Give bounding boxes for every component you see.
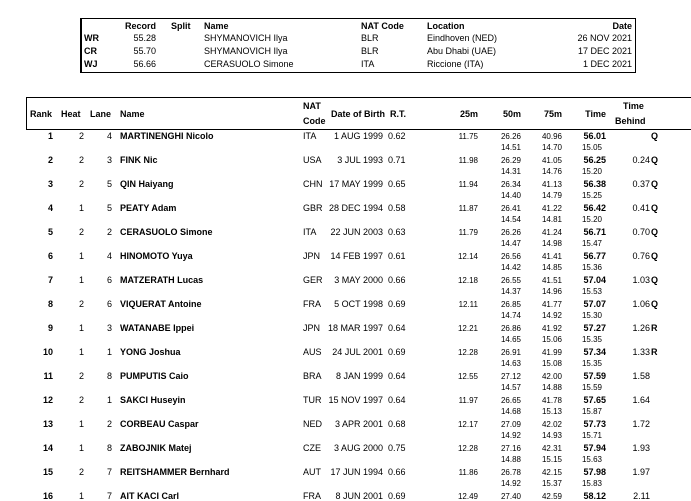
split-25m: 12.28: [457, 348, 478, 357]
record-name: SHYMANOVICH Ilya: [204, 33, 288, 43]
split-25m: 11.75: [458, 132, 478, 141]
qualification-mark: Q: [651, 203, 659, 213]
final-time: 56.25: [583, 155, 606, 165]
lap-split-final: 15.53: [581, 287, 602, 296]
rec-header-split: Split: [171, 21, 191, 31]
final-time: 57.65: [583, 395, 606, 405]
heat: 1: [78, 491, 84, 501]
split-25m: 11.87: [458, 204, 478, 213]
lane: 4: [106, 131, 112, 141]
lane: 7: [106, 467, 112, 477]
heat: 2: [78, 467, 84, 477]
split-25m: 12.21: [457, 324, 478, 333]
final-time: 57.04: [583, 275, 606, 285]
rank: 13: [42, 419, 53, 429]
col-behind-2: Behind: [615, 116, 646, 126]
lane: 6: [106, 275, 112, 285]
lap-split-75m: 14.85: [541, 263, 562, 272]
lane: 5: [106, 179, 112, 189]
rec-header-date: Date: [612, 21, 632, 31]
split-50m: 27.16: [500, 444, 521, 453]
reaction-time: 0.69: [388, 347, 406, 357]
heat: 1: [78, 419, 84, 429]
lane: 3: [106, 155, 112, 165]
time-behind: 1.97: [632, 467, 650, 477]
nat-code: ITA: [303, 227, 317, 237]
lap-split-50m: 14.57: [500, 383, 521, 392]
lap-split-50m: 14.92: [500, 431, 521, 440]
lap-split-75m: 15.37: [541, 479, 562, 488]
split-50m: 26.65: [500, 396, 521, 405]
record-location: Riccione (ITA): [427, 59, 484, 69]
lap-split-50m: 14.51: [500, 143, 521, 152]
lap-split-final: 15.83: [581, 479, 602, 488]
swimmer-name: YONG Joshua: [120, 347, 181, 357]
split-75m: 41.13: [541, 180, 562, 189]
rank: 14: [42, 443, 53, 453]
heat: 1: [78, 323, 84, 333]
reaction-time: 0.62: [388, 131, 406, 141]
reaction-time: 0.64: [388, 395, 406, 405]
lap-split-50m: 14.40: [500, 191, 521, 200]
nat-code: CZE: [303, 443, 321, 453]
qualification-mark: Q: [651, 227, 659, 237]
reaction-time: 0.66: [388, 467, 406, 477]
lap-split-50m: 14.68: [500, 407, 521, 416]
heat: 2: [78, 395, 84, 405]
split-75m: 41.92: [541, 324, 562, 333]
split-50m: 26.85: [500, 300, 521, 309]
swimmer-name: MATZERATH Lucas: [120, 275, 204, 285]
lap-split-final: 15.35: [581, 359, 602, 368]
date-of-birth: 24 JUL 2001: [332, 347, 383, 357]
lane: 2: [106, 227, 112, 237]
qualification-mark: R: [651, 347, 658, 357]
split-25m: 11.94: [458, 180, 478, 189]
rank: 6: [47, 251, 53, 261]
nat-code: FRA: [303, 491, 321, 501]
lap-split-final: 15.30: [581, 311, 602, 320]
time-behind: 1.93: [632, 443, 650, 453]
time-behind: 0.76: [632, 251, 650, 261]
time-behind: 0.24: [632, 155, 650, 165]
heat: 2: [78, 371, 84, 381]
lane: 1: [106, 347, 112, 357]
nat-code: NED: [303, 419, 323, 429]
lap-split-final: 15.20: [581, 167, 602, 176]
time-behind: 1.33: [632, 347, 650, 357]
rec-header-location: Location: [427, 21, 465, 31]
split-75m: 42.59: [541, 492, 562, 501]
col-time: Time: [585, 109, 606, 119]
date-of-birth: 17 JUN 1994: [330, 467, 383, 477]
swimmer-name: SAKCI Huseyin: [120, 395, 186, 405]
date-of-birth: 3 MAY 2000: [334, 275, 383, 285]
lap-split-50m: 14.63: [500, 359, 521, 368]
date-of-birth: 1 AUG 1999: [333, 131, 383, 141]
heat: 2: [78, 131, 84, 141]
final-time: 58.12: [583, 491, 606, 501]
qualification-mark: R: [651, 323, 658, 333]
rank: 16: [42, 491, 53, 501]
split-75m: 41.77: [541, 300, 562, 309]
swimmer-name: QIN Haiyang: [120, 179, 174, 189]
rank: 11: [43, 371, 53, 381]
split-50m: 26.26: [500, 228, 521, 237]
final-time: 57.94: [583, 443, 606, 453]
time-behind: 0.41: [632, 203, 650, 213]
lap-split-50m: 14.37: [500, 287, 521, 296]
split-25m: 11.97: [458, 396, 478, 405]
final-time: 56.77: [583, 251, 606, 261]
final-time: 57.27: [583, 323, 606, 333]
split-50m: 26.78: [500, 468, 521, 477]
lap-split-75m: 14.93: [541, 431, 562, 440]
split-25m: 11.98: [458, 156, 478, 165]
record-name: SHYMANOVICH Ilya: [204, 46, 288, 56]
col-name: Name: [120, 109, 145, 119]
date-of-birth: 8 JUN 2001: [335, 491, 383, 501]
split-50m: 27.40: [500, 492, 521, 501]
split-75m: 41.24: [541, 228, 562, 237]
final-time: 56.71: [583, 227, 606, 237]
rank: 3: [47, 179, 53, 189]
record-date: 17 DEC 2021: [577, 46, 632, 56]
swimmer-name: CERASUOLO Simone: [120, 227, 213, 237]
split-25m: 12.18: [457, 276, 478, 285]
reaction-time: 0.68: [388, 419, 406, 429]
split-50m: 27.09: [500, 420, 521, 429]
col-lane: Lane: [90, 109, 112, 119]
lane: 3: [106, 323, 112, 333]
nat-code: GBR: [303, 203, 323, 213]
split-75m: 41.22: [541, 204, 562, 213]
rank: 12: [42, 395, 53, 405]
rec-header-nat: NAT Code: [361, 21, 404, 31]
date-of-birth: 18 MAR 1997: [327, 323, 383, 333]
record-type: WJ: [84, 59, 98, 69]
lap-split-75m: 14.76: [541, 167, 562, 176]
split-50m: 26.55: [500, 276, 521, 285]
heat: 2: [78, 179, 84, 189]
lap-split-75m: 14.88: [541, 383, 562, 392]
swimmer-name: REITSHAMMER Bernhard: [120, 467, 230, 477]
split-25m: 12.49: [457, 492, 478, 501]
lap-split-50m: 14.92: [500, 479, 521, 488]
reaction-time: 0.69: [388, 299, 406, 309]
col-behind-1: Time: [623, 101, 644, 111]
col-heat: Heat: [61, 109, 81, 119]
qualification-mark: Q: [651, 179, 659, 189]
col-50m: 50m: [502, 109, 521, 119]
lap-split-final: 15.35: [581, 335, 602, 344]
nat-code: AUS: [303, 347, 322, 357]
record-date: 1 DEC 2021: [582, 59, 632, 69]
nat-code: CHN: [303, 179, 323, 189]
split-25m: 12.17: [457, 420, 478, 429]
swimmer-name: VIQUERAT Antoine: [120, 299, 202, 309]
lap-split-75m: 14.81: [541, 215, 562, 224]
col-code: Code: [303, 116, 326, 126]
lane: 4: [106, 251, 112, 261]
reaction-time: 0.61: [388, 251, 406, 261]
lap-split-75m: 14.70: [541, 143, 562, 152]
lap-split-75m: 15.13: [541, 407, 562, 416]
lap-split-final: 15.47: [581, 239, 602, 248]
swimmer-name: WATANABE Ippei: [120, 323, 195, 333]
qualification-mark: Q: [651, 299, 659, 309]
lap-split-75m: 15.06: [541, 335, 562, 344]
heat: 1: [78, 275, 84, 285]
split-75m: 41.99: [541, 348, 562, 357]
nat-code: TUR: [303, 395, 322, 405]
rank: 2: [47, 155, 53, 165]
col-nat: NAT: [303, 101, 321, 111]
record-time: 55.70: [133, 46, 156, 56]
split-50m: 26.56: [500, 252, 521, 261]
lap-split-50m: 14.65: [500, 335, 521, 344]
swimmer-name: MARTINENGHI Nicolo: [120, 131, 214, 141]
final-time: 57.98: [583, 467, 606, 477]
record-nat: BLR: [361, 46, 379, 56]
reaction-time: 0.75: [388, 443, 406, 453]
final-time: 57.73: [583, 419, 606, 429]
lap-split-final: 15.36: [581, 263, 602, 272]
rank: 8: [47, 299, 53, 309]
swimmer-name: PUMPUTIS Caio: [120, 371, 189, 381]
lap-split-final: 15.59: [581, 383, 602, 392]
reaction-time: 0.66: [388, 275, 406, 285]
date-of-birth: 3 AUG 2000: [333, 443, 383, 453]
split-75m: 42.31: [541, 444, 562, 453]
time-behind: 1.72: [632, 419, 650, 429]
lap-split-final: 15.20: [581, 215, 602, 224]
reaction-time: 0.65: [388, 179, 406, 189]
lane: 1: [106, 395, 112, 405]
lap-split-final: 15.87: [581, 407, 602, 416]
split-50m: 27.12: [500, 372, 521, 381]
final-time: 57.07: [583, 299, 606, 309]
lap-split-50m: 14.74: [500, 311, 521, 320]
final-time: 56.42: [583, 203, 606, 213]
split-75m: 40.96: [541, 132, 562, 141]
record-type: WR: [84, 33, 99, 43]
date-of-birth: 22 JUN 2003: [330, 227, 383, 237]
split-75m: 41.51: [541, 276, 562, 285]
nat-code: GER: [303, 275, 323, 285]
split-50m: 26.41: [500, 204, 521, 213]
split-50m: 26.26: [500, 132, 521, 141]
record-nat: ITA: [361, 59, 375, 69]
lap-split-50m: 14.54: [500, 215, 521, 224]
time-behind: 1.26: [632, 323, 650, 333]
lap-split-75m: 15.08: [541, 359, 562, 368]
split-25m: 12.55: [457, 372, 478, 381]
lap-split-75m: 15.15: [541, 455, 562, 464]
heat: 1: [78, 251, 84, 261]
lap-split-final: 15.63: [581, 455, 602, 464]
lap-split-50m: 14.31: [500, 167, 521, 176]
nat-code: BRA: [303, 371, 322, 381]
nat-code: FRA: [303, 299, 321, 309]
split-25m: 11.79: [458, 228, 478, 237]
lap-split-75m: 14.92: [541, 311, 562, 320]
swimmer-name: FINK Nic: [120, 155, 158, 165]
rank: 4: [47, 203, 53, 213]
swimmer-name: PEATY Adam: [120, 203, 177, 213]
swimmer-name: CORBEAU Caspar: [120, 419, 199, 429]
time-behind: 0.70: [632, 227, 650, 237]
split-25m: 11.86: [458, 468, 478, 477]
split-75m: 42.15: [541, 468, 562, 477]
nat-code: JPN: [303, 251, 321, 261]
col-rt: R.T.: [390, 109, 407, 119]
rec-header-name: Name: [204, 21, 229, 31]
final-time: 57.34: [583, 347, 606, 357]
date-of-birth: 28 DEC 1994: [328, 203, 383, 213]
split-75m: 41.05: [541, 156, 562, 165]
split-75m: 42.00: [541, 372, 562, 381]
date-of-birth: 3 APR 2001: [334, 419, 383, 429]
col-rank: Rank: [30, 109, 53, 119]
nat-code: ITA: [303, 131, 317, 141]
heat: 2: [78, 299, 84, 309]
col-dob: Date of Birth: [331, 109, 385, 119]
lap-split-50m: 14.47: [500, 239, 521, 248]
reaction-time: 0.71: [388, 155, 406, 165]
split-75m: 41.41: [541, 252, 562, 261]
date-of-birth: 17 MAY 1999: [329, 179, 383, 189]
reaction-time: 0.69: [388, 491, 406, 501]
date-of-birth: 15 NOV 1997: [328, 395, 383, 405]
record-date: 26 NOV 2021: [577, 33, 632, 43]
lane: 8: [106, 443, 112, 453]
final-time: 56.01: [583, 131, 606, 141]
lane: 8: [106, 371, 112, 381]
heat: 2: [78, 227, 84, 237]
split-50m: 26.91: [500, 348, 521, 357]
split-25m: 12.28: [457, 444, 478, 453]
record-name: CERASUOLO Simone: [204, 59, 294, 69]
time-behind: 2.11: [633, 491, 650, 501]
nat-code: JPN: [303, 323, 321, 333]
swimmer-name: ZABOJNIK Matej: [120, 443, 192, 453]
rank: 15: [42, 467, 53, 477]
final-time: 56.38: [583, 179, 606, 189]
col-25m: 25m: [459, 109, 478, 119]
split-25m: 12.14: [457, 252, 478, 261]
heat: 1: [78, 203, 84, 213]
lap-split-50m: 14.42: [500, 263, 521, 272]
reaction-time: 0.63: [388, 227, 406, 237]
lane: 2: [106, 419, 112, 429]
rank: 10: [42, 347, 53, 357]
split-75m: 41.78: [541, 396, 562, 405]
heat: 2: [78, 155, 84, 165]
lap-split-75m: 14.96: [541, 287, 562, 296]
lap-split-75m: 14.98: [541, 239, 562, 248]
records-table: [80, 18, 636, 73]
final-time: 57.59: [583, 371, 606, 381]
rank: 5: [47, 227, 53, 237]
lap-split-50m: 14.88: [500, 455, 521, 464]
time-behind: 1.06: [632, 299, 650, 309]
rec-header-record: Record: [124, 21, 156, 31]
lap-split-final: 15.25: [581, 191, 602, 200]
reaction-time: 0.58: [388, 203, 406, 213]
record-nat: BLR: [361, 33, 379, 43]
record-location: Abu Dhabi (UAE): [427, 46, 497, 56]
split-25m: 12.11: [458, 300, 478, 309]
qualification-mark: Q: [651, 131, 659, 141]
rank: 9: [47, 323, 53, 333]
record-type: CR: [84, 46, 97, 56]
heat: 1: [78, 443, 84, 453]
record-time: 55.28: [133, 33, 156, 43]
record-location: Eindhoven (NED): [427, 33, 498, 43]
swimmer-name: AIT KACI Carl: [120, 491, 180, 501]
date-of-birth: 5 OCT 1998: [334, 299, 383, 309]
nat-code: AUT: [303, 467, 321, 477]
date-of-birth: 14 FEB 1997: [330, 251, 383, 261]
qualification-mark: Q: [651, 155, 659, 165]
heat: 1: [78, 347, 84, 357]
time-behind: 1.03: [632, 275, 650, 285]
lane: 6: [106, 299, 112, 309]
rank: 7: [47, 275, 53, 285]
time-behind: 0.37: [632, 179, 650, 189]
nat-code: USA: [303, 155, 322, 165]
split-50m: 26.29: [500, 156, 521, 165]
time-behind: 1.64: [632, 395, 650, 405]
reaction-time: 0.64: [388, 323, 406, 333]
date-of-birth: 3 JUL 1993: [337, 155, 383, 165]
lap-split-75m: 14.79: [541, 191, 562, 200]
split-50m: 26.86: [500, 324, 521, 333]
qualification-mark: Q: [651, 251, 659, 261]
lap-split-final: 15.05: [581, 143, 602, 152]
split-75m: 42.02: [541, 420, 562, 429]
lane: 5: [106, 203, 112, 213]
lap-split-final: 15.71: [581, 431, 602, 440]
reaction-time: 0.64: [388, 371, 406, 381]
date-of-birth: 8 JAN 1999: [335, 371, 383, 381]
rank: 1: [47, 131, 53, 141]
lane: 7: [106, 491, 112, 501]
qualification-mark: Q: [651, 275, 659, 285]
col-75m: 75m: [543, 109, 562, 119]
time-behind: 1.58: [632, 371, 650, 381]
record-time: 56.66: [133, 59, 156, 69]
split-50m: 26.34: [500, 180, 521, 189]
swimmer-name: HINOMOTO Yuya: [120, 251, 193, 261]
